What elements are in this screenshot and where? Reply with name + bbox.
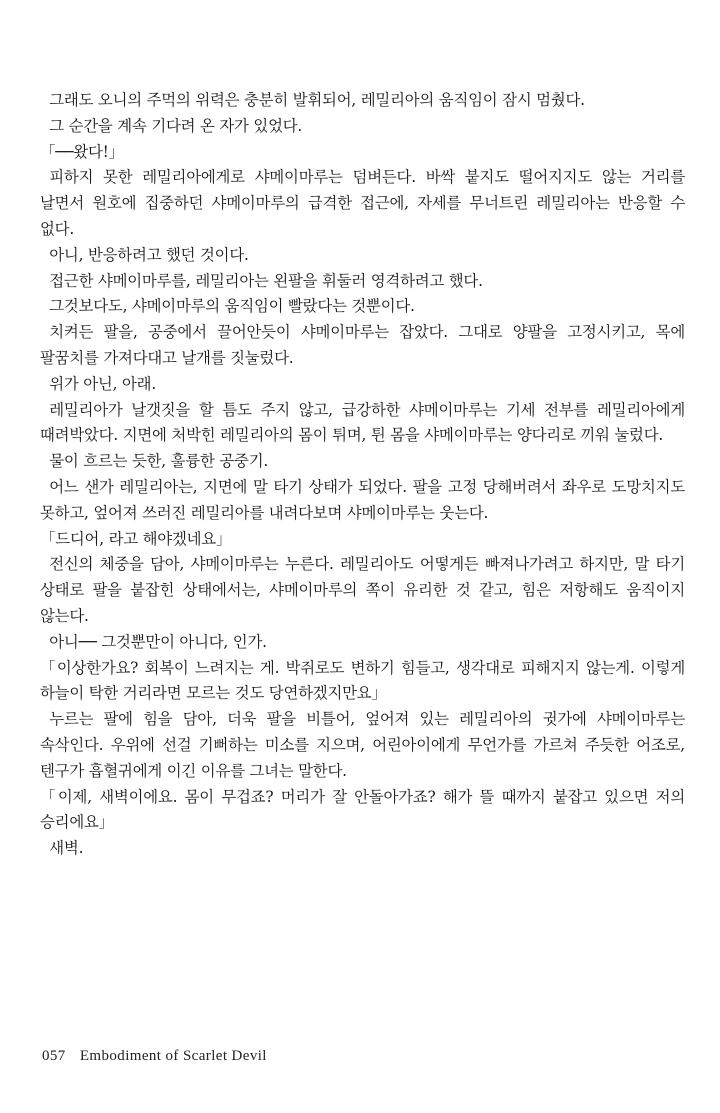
dialogue-line: 「드디어, 라고 해야겠네요」 bbox=[40, 529, 232, 548]
page-number: 057 bbox=[42, 1048, 66, 1064]
paragraph: 위가 아닌, 아래. bbox=[49, 374, 157, 393]
paragraph: 아니── 그것뿐만이 아니다, 인가. bbox=[49, 632, 267, 651]
paragraph: 그것보다도, 샤메이마루의 움직임이 빨랐다는 것뿐이다. bbox=[49, 297, 415, 316]
paragraph: 그래도 오니의 주먹의 위력은 충분히 발휘되어, 레밀리아의 움직임이 잠시 멈췄다. bbox=[49, 91, 585, 109]
paragraph: 물이 흐르는 듯한, 훌륭한 공중기. bbox=[49, 452, 269, 471]
body-text bbox=[40, 88, 685, 862]
paragraph: 피하지 못한 레밀리아에게로 샤메이마루는 덤벼든다. 바싹 붙지도 떨어지지도 않는 거리를 날면서 원호에 집중하던 샤메이마루의 급격한 접근에, 자세를 무너트린 레밀리아는 반응할 수 없다. bbox=[40, 168, 685, 238]
dialogue-line: 「──왔다!」 bbox=[40, 142, 124, 161]
paragraph: 그 순간을 계속 기다려 온 자가 있었다. bbox=[49, 116, 303, 135]
paragraph: 전신의 체중을 담아, 샤메이마루는 누른다. 레밀리아도 어떻게든 빠져나가려고 하지만, 말 타기 상태로 팔을 붙잡힌 상태에서는, 샤메이마루의 쪽이 유리한 것 같고, 힘은 저항해도 움직이지 않는다. bbox=[40, 555, 685, 625]
paragraph: 접근한 샤메이마루를, 레밀리아는 왼팔을 휘둘러 영격하려고 했다. bbox=[49, 271, 483, 290]
book-title: Embodiment of Scarlet Devil bbox=[79, 1048, 267, 1064]
dialogue-line: 「이제, 새벽이에요. 몸이 무겁죠? 머리가 잘 안돌아가죠? 해가 뜰 때까지 붙잡고 있으면 저의 승리에요」 bbox=[40, 787, 685, 832]
paragraph: 누르는 팔에 힘을 담아, 더욱 팔을 비틀어, 엎어져 있는 레밀리아의 귓가에 샤메이마루는 속삭인다. 우위에 선걸 기뻐하는 미소를 지으며, 어린아이에게 무언가를 가르쳐 주듯한 어조로, 텐구가 흡혈귀에게 이긴 이유를 그녀는 말한다. bbox=[40, 710, 685, 780]
paragraph: 치켜든 팔을, 공중에서 끌어안듯이 샤메이마루는 잡았다. 그대로 양팔을 고정시키고, 목에 팔꿈치를 가져다대고 날개를 짓눌렀다. bbox=[40, 323, 685, 367]
page-footer bbox=[42, 1048, 267, 1065]
paragraph: 레밀리아가 날갯짓을 할 틈도 주지 않고, 급강하한 샤메이마루는 기세 전부를 레밀리아에게 때려박았다. 지면에 처박힌 레밀리아의 몸이 튀며, 튄 몸을 샤메이마루는 양다리로 끼워 눌렀다. bbox=[40, 400, 685, 445]
paragraph: 아니, 반응하려고 했던 것이다. bbox=[49, 245, 249, 264]
dialogue-line: 「이상한가요? 회복이 느려지는 게. 박쥐로도 변하기 힘들고, 생각대로 피해지지 않는게. 이렇게 하늘이 탁한 거리라면 모르는 것도 당연하겠지만요」 bbox=[40, 658, 685, 703]
paragraph: 새벽. bbox=[49, 839, 84, 858]
paragraph: 어느 샌가 레밀리아는, 지면에 말 타기 상태가 되었다. 팔을 고정 당해버려서 좌우로 도망치지도 못하고, 엎어져 쓰러진 레밀리아를 내려다보며 샤메이마루는 웃는다. bbox=[40, 477, 685, 522]
